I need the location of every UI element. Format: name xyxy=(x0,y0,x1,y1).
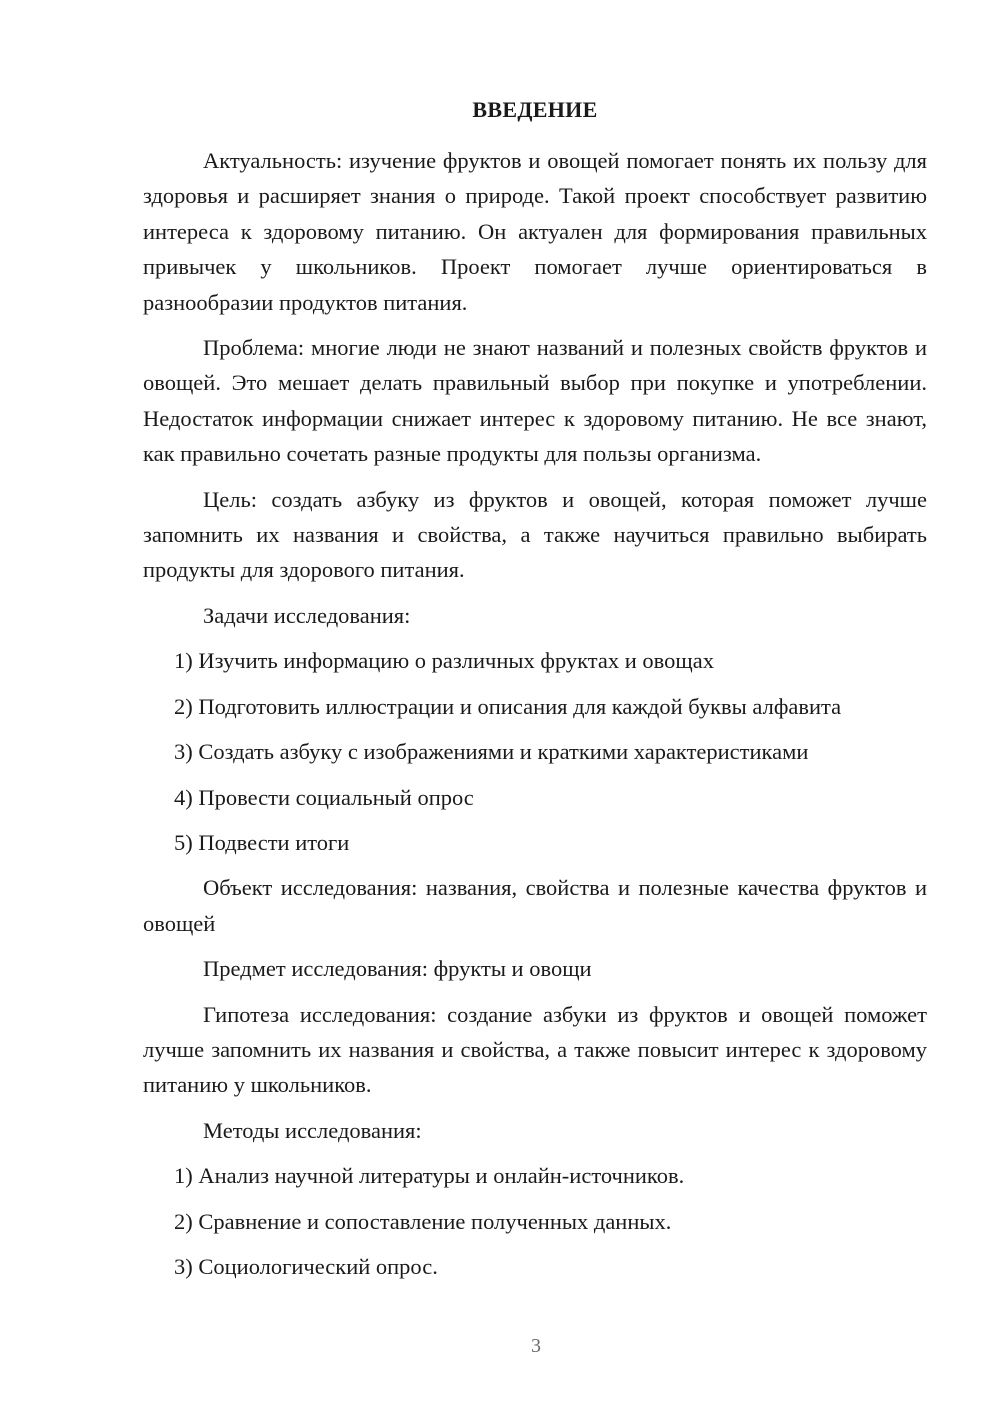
hypothesis-paragraph: Гипотеза исследования: создание азбуки из фруктов и овощей поможет лучше запомнить их названия и свойства, а также повысит интерес к здоровому питанию у школьников. xyxy=(143,1001,927,1098)
list-item: 4) Провести социальный опрос xyxy=(174,784,474,810)
tasks-list xyxy=(143,643,927,860)
list-item: 5) Подвести итоги xyxy=(174,829,350,855)
relevance-paragraph: Актуальность: изучение фруктов и овощей помогает понять их пользу для здоровья и расширяет знания о природе. Такой проект способствует развитию интереса к здоровому питанию. Он актуален для формирования правильных привычек у школьников. Проект помогает лучше ориентироваться в разнообразии продуктов питания. xyxy=(143,148,927,315)
list-item: 3) Создать азбуку с изображениями и краткими характеристиками xyxy=(174,739,809,765)
list-item: 1) Анализ научной литературы и онлайн-источников. xyxy=(174,1163,685,1189)
tasks-heading: Задачи исследования: xyxy=(203,602,411,628)
methods-heading: Методы исследования: xyxy=(203,1117,422,1143)
object-paragraph: Объект исследования: названия, свойства и полезные качества фруктов и овощей xyxy=(143,875,927,936)
methods-list xyxy=(143,1158,927,1284)
list-item: 2) Подготовить иллюстрации и описания для каждой буквы алфавита xyxy=(174,693,842,719)
subject-line: Предмет исследования: фрукты и овощи xyxy=(203,956,592,982)
list-item: 2) Сравнение и сопоставление полученных данных. xyxy=(174,1208,672,1234)
page-title: ВВЕДЕНИЕ xyxy=(472,97,598,122)
document-page xyxy=(143,95,927,1294)
problem-paragraph: Проблема: многие люди не знают названий и полезных свойств фруктов и овощей. Это мешает делать правильный выбор при покупке и употреблении. Недостаток информации снижает интерес к здоровому питанию. Не все знают, как правильно сочетать разные продукты для пользы организма. xyxy=(143,335,927,467)
list-item: 3) Социологический опрос. xyxy=(174,1253,438,1279)
list-item: 1) Изучить информацию о различных фруктах и овощах xyxy=(174,648,714,674)
goal-paragraph: Цель: создать азбуку из фруктов и овощей, которая поможет лучше запомнить их названия и свойства, а также научиться правильно выбирать продукты для здорового питания. xyxy=(143,486,927,583)
page-number: 3 xyxy=(531,1335,541,1357)
